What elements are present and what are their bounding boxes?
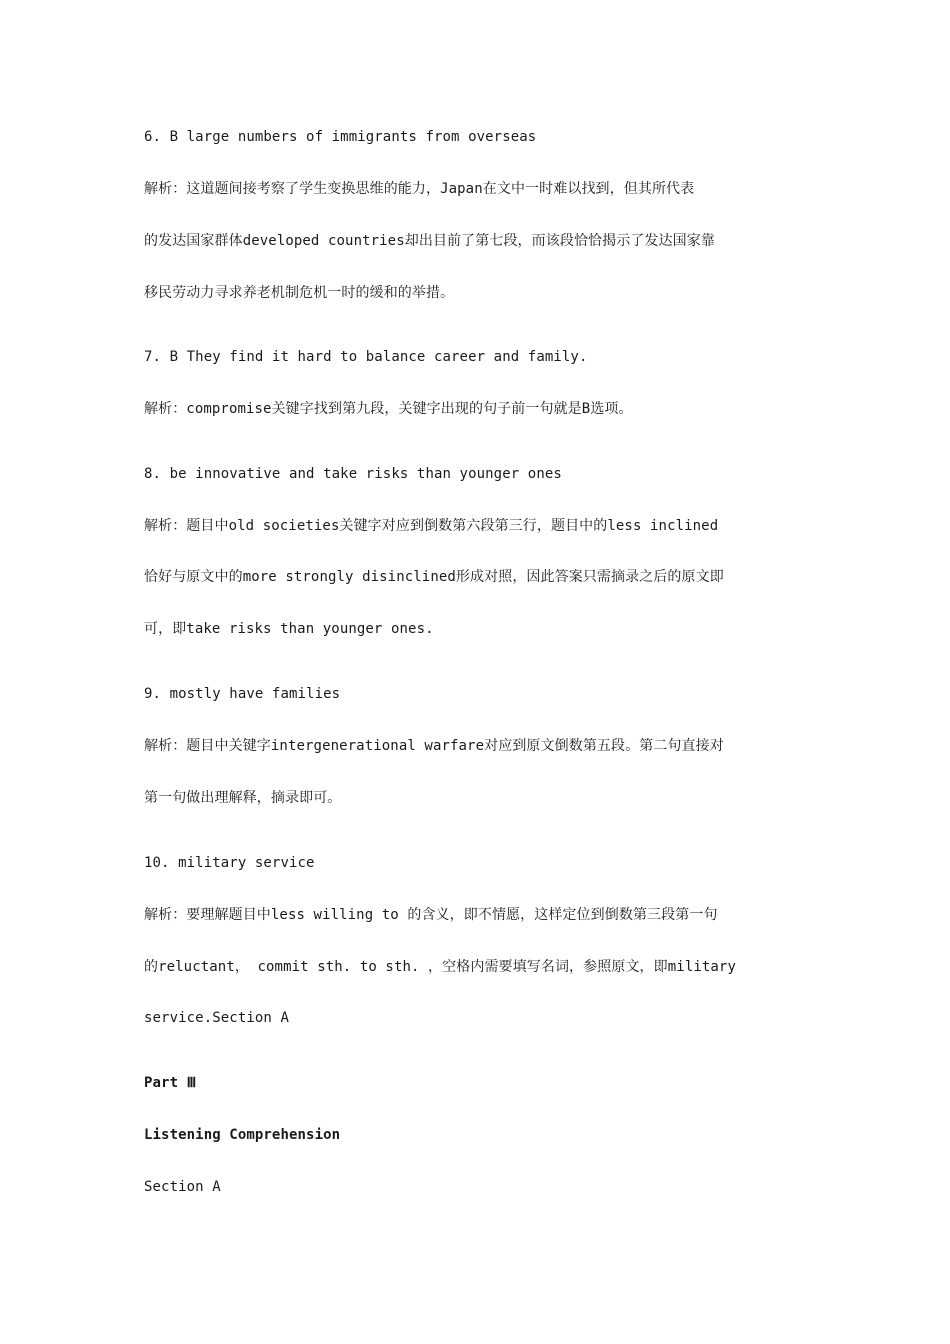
analysis-9-line-1: 解析：题目中关键字intergenerational warfare对应到原文倒数第五段。第二句直接对: [144, 738, 724, 754]
analysis-9-line-2: 第一句做出理解释，摘录即可。: [144, 790, 342, 806]
answer-10: 10. military service: [144, 855, 315, 871]
analysis-6-line-1: 解析：这道题间接考察了学生变换思维的能力，Japan在文中一时难以找到，但其所代表: [144, 181, 695, 197]
analysis-10-line-2: 的reluctant， commit sth. to sth. ，空格内需要填写名词，参照原文，即military: [144, 959, 736, 975]
analysis-8-line-3: 可，即take risks than younger ones.: [144, 621, 434, 637]
answer-7: 7. B They find it hard to balance career and family.: [144, 349, 588, 365]
analysis-8-line-2: 恰好与原文中的more strongly disinclined形成对照，因此答案只需摘录之后的原文即: [144, 569, 724, 585]
part-heading: Part Ⅲ: [144, 1075, 197, 1091]
analysis-6-line-2: 的发达国家群体developed countries却出目前了第七段，而该段恰恰揭示了发达国家靠: [144, 233, 715, 249]
analysis-10-line-1: 解析：要理解题目中less willing to 的含义，即不情愿，这样定位到倒数第三段第一句: [144, 907, 718, 923]
answer-6: 6. B large numbers of immigrants from overseas: [144, 129, 537, 145]
answer-8: 8. be innovative and take risks than younger ones: [144, 466, 562, 482]
analysis-10-line-3: service.Section A: [144, 1010, 289, 1026]
analysis-7-line-1: 解析：compromise关键字找到第九段，关键字出现的句子前一句就是B选项。: [144, 401, 633, 417]
answer-9: 9. mostly have families: [144, 686, 341, 702]
analysis-8-line-1: 解析：题目中old societies关键字对应到倒数第六段第三行，题目中的less inclined: [144, 518, 719, 534]
subsection-heading: Section A: [144, 1179, 221, 1195]
analysis-6-line-3: 移民劳动力寻求养老机制危机一时的缓和的举措。: [144, 285, 455, 301]
section-heading: Listening Comprehension: [144, 1127, 341, 1143]
